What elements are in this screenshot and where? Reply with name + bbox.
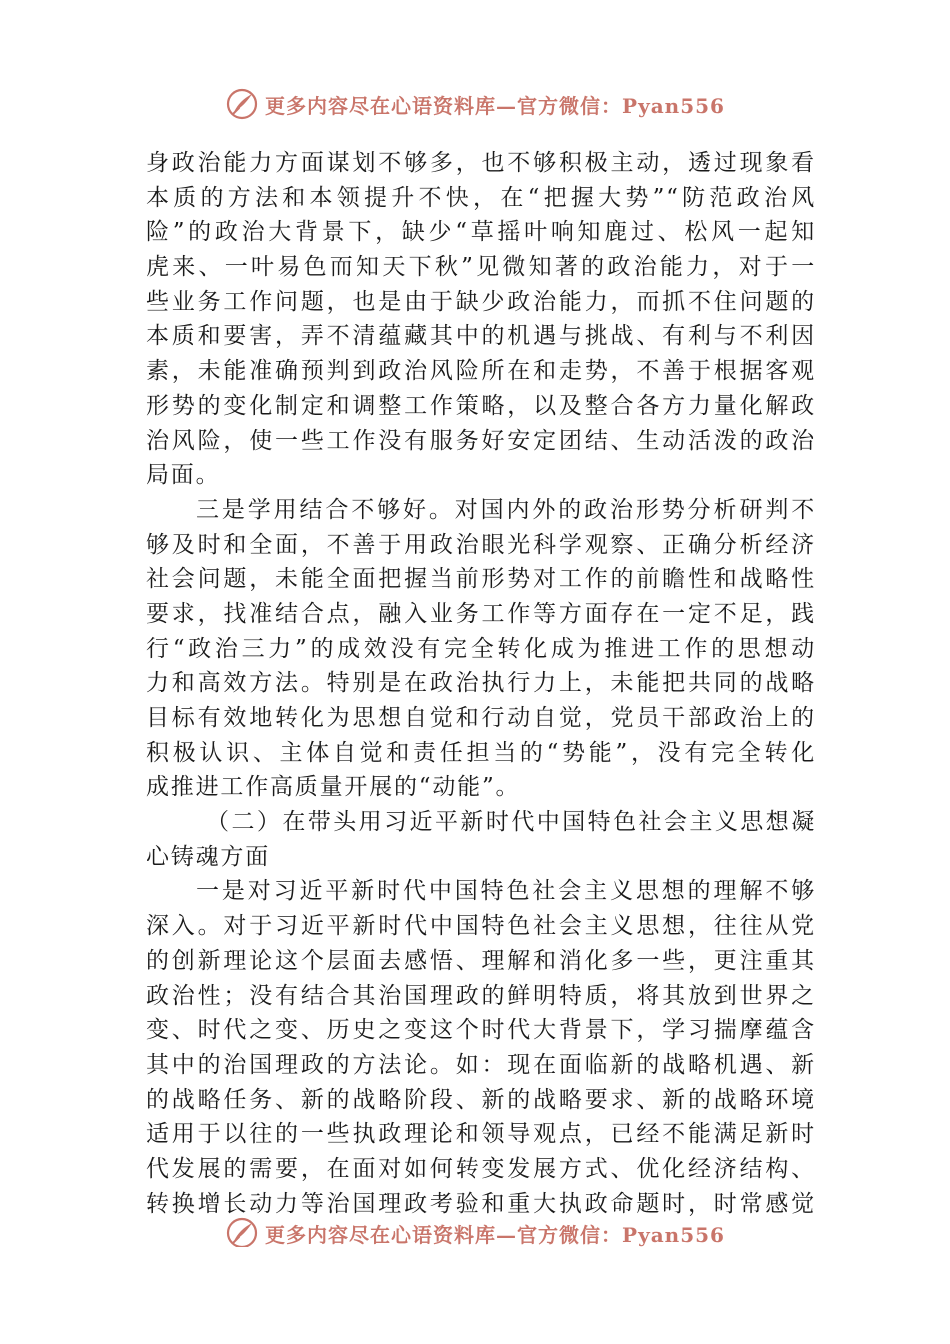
body-line: 要求，找准结合点，融入业务工作等方面存在一定不足，践 — [146, 600, 816, 627]
body-line: 身政治能力方面谋划不够多，也不够积极主动，透过现象看 — [146, 150, 816, 176]
header-watermark-text: 更多内容尽在心语资料库—官方微信：Pyan556 — [265, 93, 725, 118]
body-line: 成推进工作高质量开展的“动能”。 — [146, 774, 521, 801]
body-line: 变、时代之变、历史之变这个时代大背景下，学习揣摩蕴含 — [146, 1017, 816, 1044]
feather-logo-icon — [225, 1216, 259, 1247]
feather-logo-icon — [225, 87, 259, 121]
section-heading-line: 心铸魂方面 — [146, 843, 270, 870]
body-line: 虎来、一叶易色而知天下秋”见微知著的政治能力，对于一 — [146, 254, 816, 281]
body-line: 社会问题，未能全面把握当前形势对工作的前瞻性和战略性 — [146, 566, 816, 593]
body-line: 本质和要害，弄不清蕴藏其中的机遇与挑战、有利与不利因 — [146, 323, 816, 350]
body-line: 的战略任务、新的战略阶段、新的战略要求、新的战略环境 — [146, 1086, 816, 1113]
body-line: 险”的政治大背景下，缺少“草摇叶响知鹿过、松风一起知 — [146, 219, 816, 246]
body-line: 的创新理论这个层面去感悟、理解和消化多一些，更注重其 — [146, 947, 816, 974]
body-line: 本质的方法和本领提升不快，在“把握大势”“防范政治风 — [146, 184, 816, 211]
body-line: 素，未能准确预判到政治风险所在和走势，不善于根据客观 — [146, 358, 816, 385]
body-line: 行“政治三力”的成效没有完全转化成为推进工作的思想动 — [146, 635, 816, 662]
body-line: 够及时和全面，不善于用政治眼光科学观察、正确分析经济 — [146, 531, 816, 558]
body-line: 目标有效地转化为思想自觉和行动自觉，党员干部政治上的 — [146, 705, 816, 731]
paragraph-start-line: 三是学用结合不够好。对国内外的政治形势分析研判不 — [196, 496, 816, 523]
body-line: 些业务工作问题，也是由于缺少政治能力，而抓不住问题的 — [146, 288, 816, 315]
header-watermark — [0, 84, 950, 124]
footer-watermark-text: 更多内容尽在心语资料库—官方微信：Pyan556 — [265, 1222, 725, 1247]
body-line: 积极认识、主体自觉和责任担当的“势能”，没有完全转化 — [146, 739, 816, 766]
body-line: 治风险，使一些工作没有服务好安定团结、生动活泼的政治 — [146, 427, 816, 454]
footer-watermark — [0, 1203, 950, 1247]
body-line: 局面。 — [146, 462, 221, 489]
body-line: 其中的治国理政的方法论。如：现在面临新的战略机遇、新 — [146, 1051, 816, 1078]
paragraph-start-line: 一是对习近平新时代中国特色社会主义思想的理解不够 — [196, 878, 816, 905]
body-line: 转换增长动力等治国理政考验和重大执政命题时，时常感觉 — [146, 1190, 816, 1217]
document-body — [146, 146, 816, 1221]
body-line: 深入。对于习近平新时代中国特色社会主义思想，往往从党 — [146, 913, 816, 940]
body-line: 形势的变化制定和调整工作策略，以及整合各方力量化解政 — [146, 392, 816, 419]
section-heading-line: （二）在带头用习近平新时代中国特色社会主义思想凝 — [206, 809, 816, 836]
body-line: 适用于以往的一些执政理论和领导观点，已经不能满足新时 — [146, 1121, 816, 1148]
body-line: 力和高效方法。特别是在政治执行力上，未能把共同的战略 — [146, 670, 816, 697]
body-line: 政治性；没有结合其治国理政的鲜明特质，将其放到世界之 — [146, 982, 816, 1009]
body-line: 代发展的需要，在面对如何转变发展方式、优化经济结构、 — [146, 1155, 816, 1182]
